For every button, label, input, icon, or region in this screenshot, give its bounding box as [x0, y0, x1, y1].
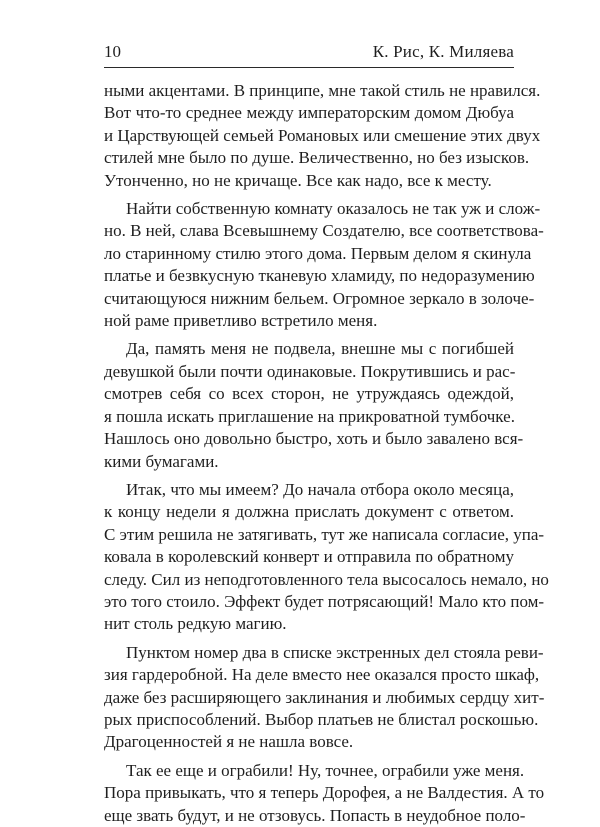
page-number: 10	[104, 42, 121, 61]
text-line: Пора привыкать, что я теперь Дорофея, а не Валдестия. А то	[104, 783, 545, 803]
text-line: девушкой были почти одинаковые. Покрутившись и рас-	[104, 361, 516, 381]
text-line: Вот что-то среднее между императорским домом Дюбуа	[104, 103, 514, 123]
text-line: еще звать будут, и не отзовусь. Попасть в неудобное поло-	[104, 805, 526, 825]
header-authors: К. Рис, К. Миляева	[372, 42, 514, 61]
text-line: рых приспособлений. Выбор платьев не блистал роскошью.	[104, 709, 539, 729]
text-line: С этим решила не затягивать, тут же написала согласие, упа-	[104, 524, 545, 544]
body-text	[104, 80, 549, 827]
text-line: Да, память меня не подвела, внешне мы с погибшей	[126, 339, 514, 359]
running-header	[104, 41, 514, 63]
text-line: это того стоило. Эффект будет потрясающий! Мало кто пом-	[104, 591, 545, 611]
text-line: Так ее еще и ограбили! Ну, точнее, ограбили уже меня.	[126, 760, 525, 780]
text-line: к концу недели я должна прислать документ с ответом.	[104, 502, 514, 522]
text-line: даже без расширяющего заклинания и любимых сердцу хит-	[104, 687, 545, 707]
text-line: ло старинному стилю этого дома. Первым делом я скинула	[104, 243, 532, 263]
text-line: Утонченно, но не кричаще. Все как надо, все к месту.	[104, 170, 492, 190]
text-line: платье и безвкусную тканевую хламиду, по недоразумению	[104, 266, 535, 286]
text-line: ными акцентами. В принципе, мне такой стиль не нравился.	[104, 81, 541, 100]
text-line: кими бумагами.	[104, 451, 219, 471]
paragraph-5	[104, 642, 545, 754]
text-line: Драгоценностей я не нашла вовсе.	[104, 732, 354, 752]
paragraph-4	[104, 479, 549, 636]
text-line: смотрев себя со всех сторон, не утруждаясь одеждой,	[104, 384, 514, 404]
text-line: ной раме приветливо встретило меня.	[104, 311, 378, 331]
paragraph-6	[104, 760, 545, 827]
paragraph-1	[104, 80, 541, 192]
text-line: стилей мне было по душе. Величественно, но без изысков.	[104, 148, 530, 168]
text-line: считающуюся нижним бельем. Огромное зеркало в золоче-	[104, 288, 535, 308]
text-line: следу. Сил из неподготовленного тела высосалось немало, но	[104, 569, 549, 589]
text-line: я пошла искать приглашение на прикроватной тумбочке.	[104, 406, 515, 426]
text-line: нит столь редкую магию.	[104, 614, 287, 634]
text-line: Пунктом номер два в списке экстренных дел стояла реви-	[126, 642, 544, 662]
text-line: зия гардеробной. На деле вместо нее оказался просто шкаф,	[104, 665, 540, 685]
text-line: Найти собственную комнату оказалось не так уж и слож-	[126, 199, 541, 219]
paragraph-3	[104, 338, 524, 472]
text-line: ковала в королевский конверт и отправила по обратному	[104, 547, 514, 567]
paragraph-2	[104, 198, 544, 332]
text-line: Итак, что мы имеем? До начала отбора около месяца,	[126, 479, 514, 499]
header-rule	[104, 67, 514, 68]
text-line: но. В ней, слава Всевышнему Создателю, все соответствова-	[104, 221, 544, 241]
text-line: и Царствующей семьей Романовых или смешение этих двух	[104, 125, 541, 145]
text-line: Нашлось оно довольно быстро, хоть и было завалено вся-	[104, 429, 524, 449]
